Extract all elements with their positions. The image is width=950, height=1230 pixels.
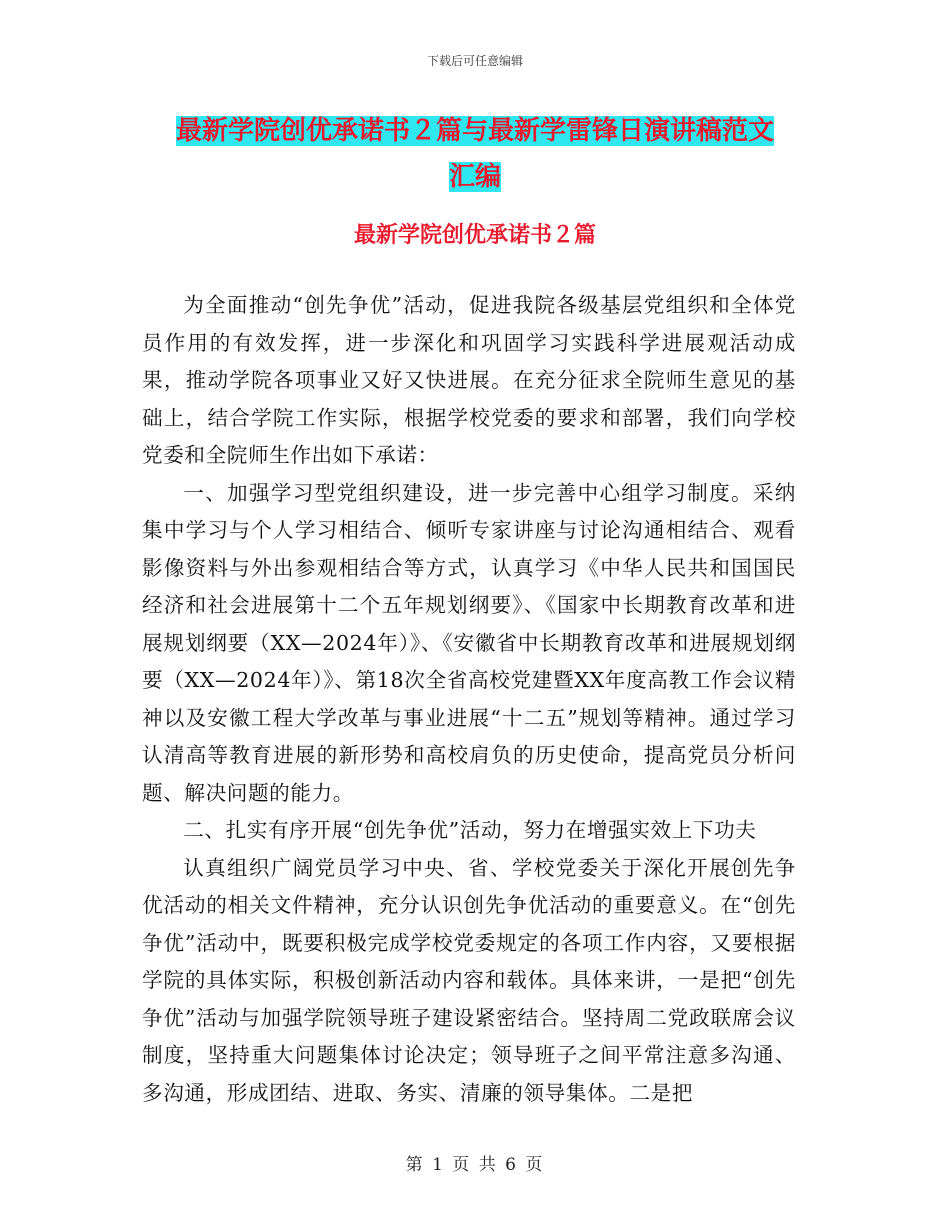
page-header-note: 下载后可任意编辑	[426, 54, 523, 68]
paragraph: 一、加强学习型党组织建设，进一步完善中心组学习制度。采纳集中学习与个人学习相结合、倾听专家讲座与讨论沟通相结合、观看影像资料与外出参观相结合等方式，认真学习《中华人民共和国国民经济和社会进展第十二个五年规划纲要》、《国家中长期教育改革和进展规划纲要（XX—2024年）》、《安徽省中长期教育改革和进展规划纲要（XX—2024年）》、第18次全省高校党建暨XX年度高教工作会议精神以及安徽工程大学改革与事业进展“十二五”规划等精神。通过学习认清高等教育进展的新形势和高校肩负的历史使命，提高党员分析问题、解决问题的能力。	[142, 480, 796, 805]
document-body	[142, 287, 796, 1112]
section-title: 最新学院创优承诺书２篇	[353, 222, 596, 248]
document-title-line1: 最新学院创优承诺书２篇与最新学雷锋日演讲稿范文	[175, 116, 774, 146]
paragraph: 认真组织广阔党员学习中央、省、学校党委关于深化开展创先争优活动的相关文件精神，充分认识创先争优活动的重要意义。在“创先争优”活动中，既要积极完成学校党委规定的各项工作内容，又要根据学院的具体实际，积极创新活动内容和载体。具体来讲，一是把“创先争优”活动与加强学院领导班子建设紧密结合。坚持周二党政联席会议制度，坚持重大问题集体讨论决定；领导班子之间平常注意多沟通、多沟通，形成团结、进取、务实、清廉的领导集体。二是把	[142, 855, 796, 1105]
document-title	[140, 108, 810, 200]
page-footer-number: 第 1 页 共 6 页	[405, 1155, 545, 1175]
document-title-line2: 汇编	[448, 162, 501, 192]
paragraph: 二、扎实有序开展“创先争优”活动，努力在增强实效上下功夫	[183, 818, 757, 842]
paragraph: 为全面推动“创先争优”活动，促进我院各级基层党组织和全体党员作用的有效发挥，进一步深化和巩固学习实践科学进展观活动成果，推动学院各项事业又好又快进展。在充分征求全院师生意见的基础上，结合学院工作实际，根据学校党委的要求和部署，我们向学校党委和全院师生作出如下承诺：	[142, 293, 796, 467]
